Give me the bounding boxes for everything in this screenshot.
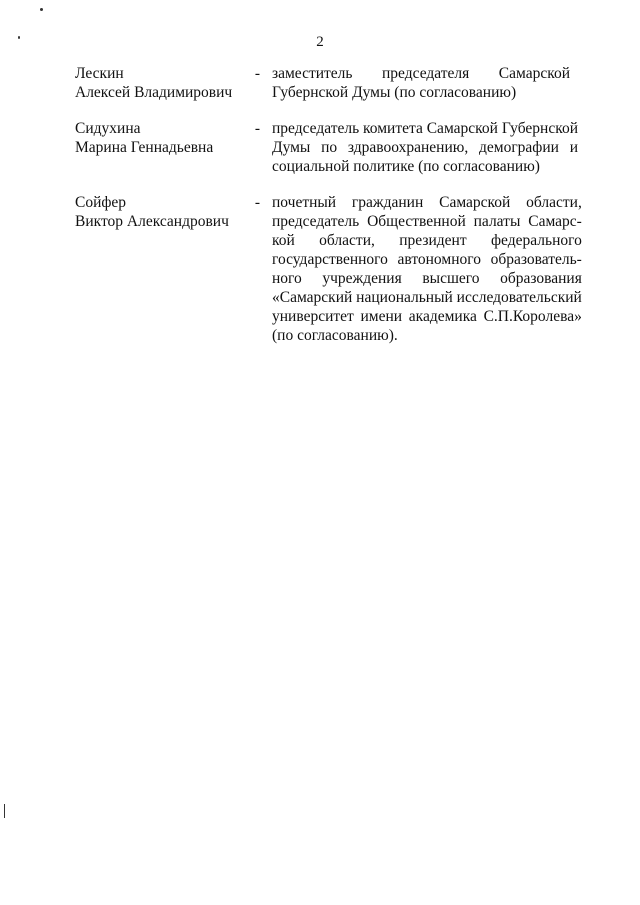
role-line: Губернской Думы (по согласованию) [272,84,517,101]
role-line: председатель Общественной палаты Самарс- [272,213,582,230]
scan-speck [40,8,43,11]
role-line: государственного автономного образователь- [272,251,582,268]
member-name [75,64,243,102]
member-surname: Сойфер [75,194,127,211]
role-line: университет имени академика С.П.Королева» [272,308,582,325]
page-number: 2 [316,34,324,50]
member-role [272,193,582,345]
role-line: заместитель председателя Самарской [272,65,570,82]
member-entry [75,119,579,176]
role-line: ного учреждения высшего образования [272,270,582,287]
scan-speck [4,804,5,818]
dash-separator: - [254,65,260,82]
member-given-names: Виктор Александрович [75,213,229,230]
dash-separator: - [254,194,260,211]
member-list [75,64,582,345]
member-entry [75,193,582,345]
member-surname: Сидухина [75,120,141,137]
member-name [75,119,243,157]
role-line: «Самарский национальный исследовательский [272,289,582,306]
role-line: председатель комитета Самарской Губернской [272,120,579,137]
role-line: (по согласованию). [272,327,398,344]
member-entry [75,64,570,102]
role-line: социальной политике (по согласованию) [272,158,540,175]
role-line: кой области, президент федерального [272,232,582,249]
role-line: Думы по здравоохранению, демографии и [272,139,579,156]
member-given-names: Марина Геннадьевна [75,139,214,156]
member-name [75,193,243,231]
member-surname: Лескин [75,65,124,82]
dash-separator: - [254,120,260,137]
role-line: почетный гражданин Самарской области, [272,194,582,211]
member-role [272,119,578,176]
member-role [272,64,570,102]
member-given-names: Алексей Владимирович [75,84,233,101]
